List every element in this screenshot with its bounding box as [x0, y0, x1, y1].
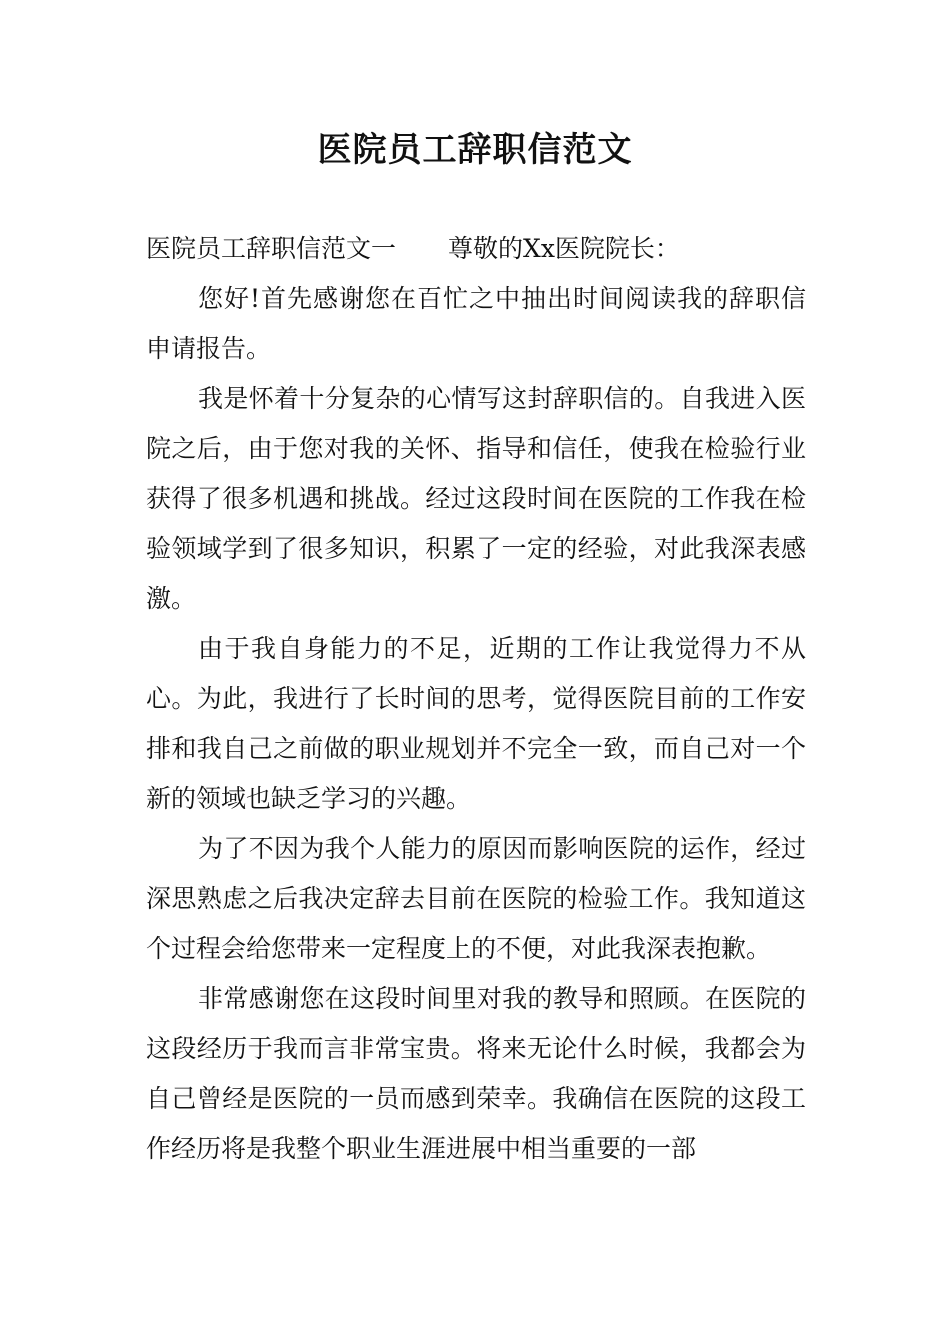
paragraph-reason: 由于我自身能力的不足，近期的工作让我觉得力不从心。为此，我进行了长时间的思考，觉得医院目前的工作安排和我自己之前做的职业规划并不完全一致，而自己对一个新的领域也缺乏学习的兴趣。 [146, 634, 806, 813]
letter-subheading: 医院员工辞职信范文一 [146, 234, 397, 263]
opening-line [146, 224, 806, 274]
paragraph-gratitude: 我是怀着十分复杂的心情写这封辞职信的。自我进入医院之后，由于您对我的关怀、指导和信任，使我在检验行业获得了很多机遇和挑战。经过这段时间在医院的工作我在检验领域学到了很多知识，积累了一定的经验，对此我深表感激。 [146, 384, 806, 613]
letter-salutation: 尊敬的Xx医院院长： [448, 234, 680, 263]
paragraph-greeting: 您好!首先感谢您在百忙之中抽出时间阅读我的辞职信申请报告。 [146, 284, 806, 363]
document-body [146, 224, 806, 1174]
paragraph-thanks: 非常感谢您在这段时间里对我的教导和照顾。在医院的这段经历于我而言非常宝贵。将来无论什么时候，我都会为自己曾经是医院的一员而感到荣幸。我确信在医院的这段工作经历将是我整个职业生涯进展中相当重要的一部 [146, 984, 806, 1163]
paragraph-decision: 为了不因为我个人能力的原因而影响医院的运作，经过深思熟虑之后我决定辞去目前在医院的检验工作。我知道这个过程会给您带来一定程度上的不便，对此我深表抱歉。 [146, 834, 806, 963]
document-title: 医院员工辞职信范文 [317, 130, 633, 170]
